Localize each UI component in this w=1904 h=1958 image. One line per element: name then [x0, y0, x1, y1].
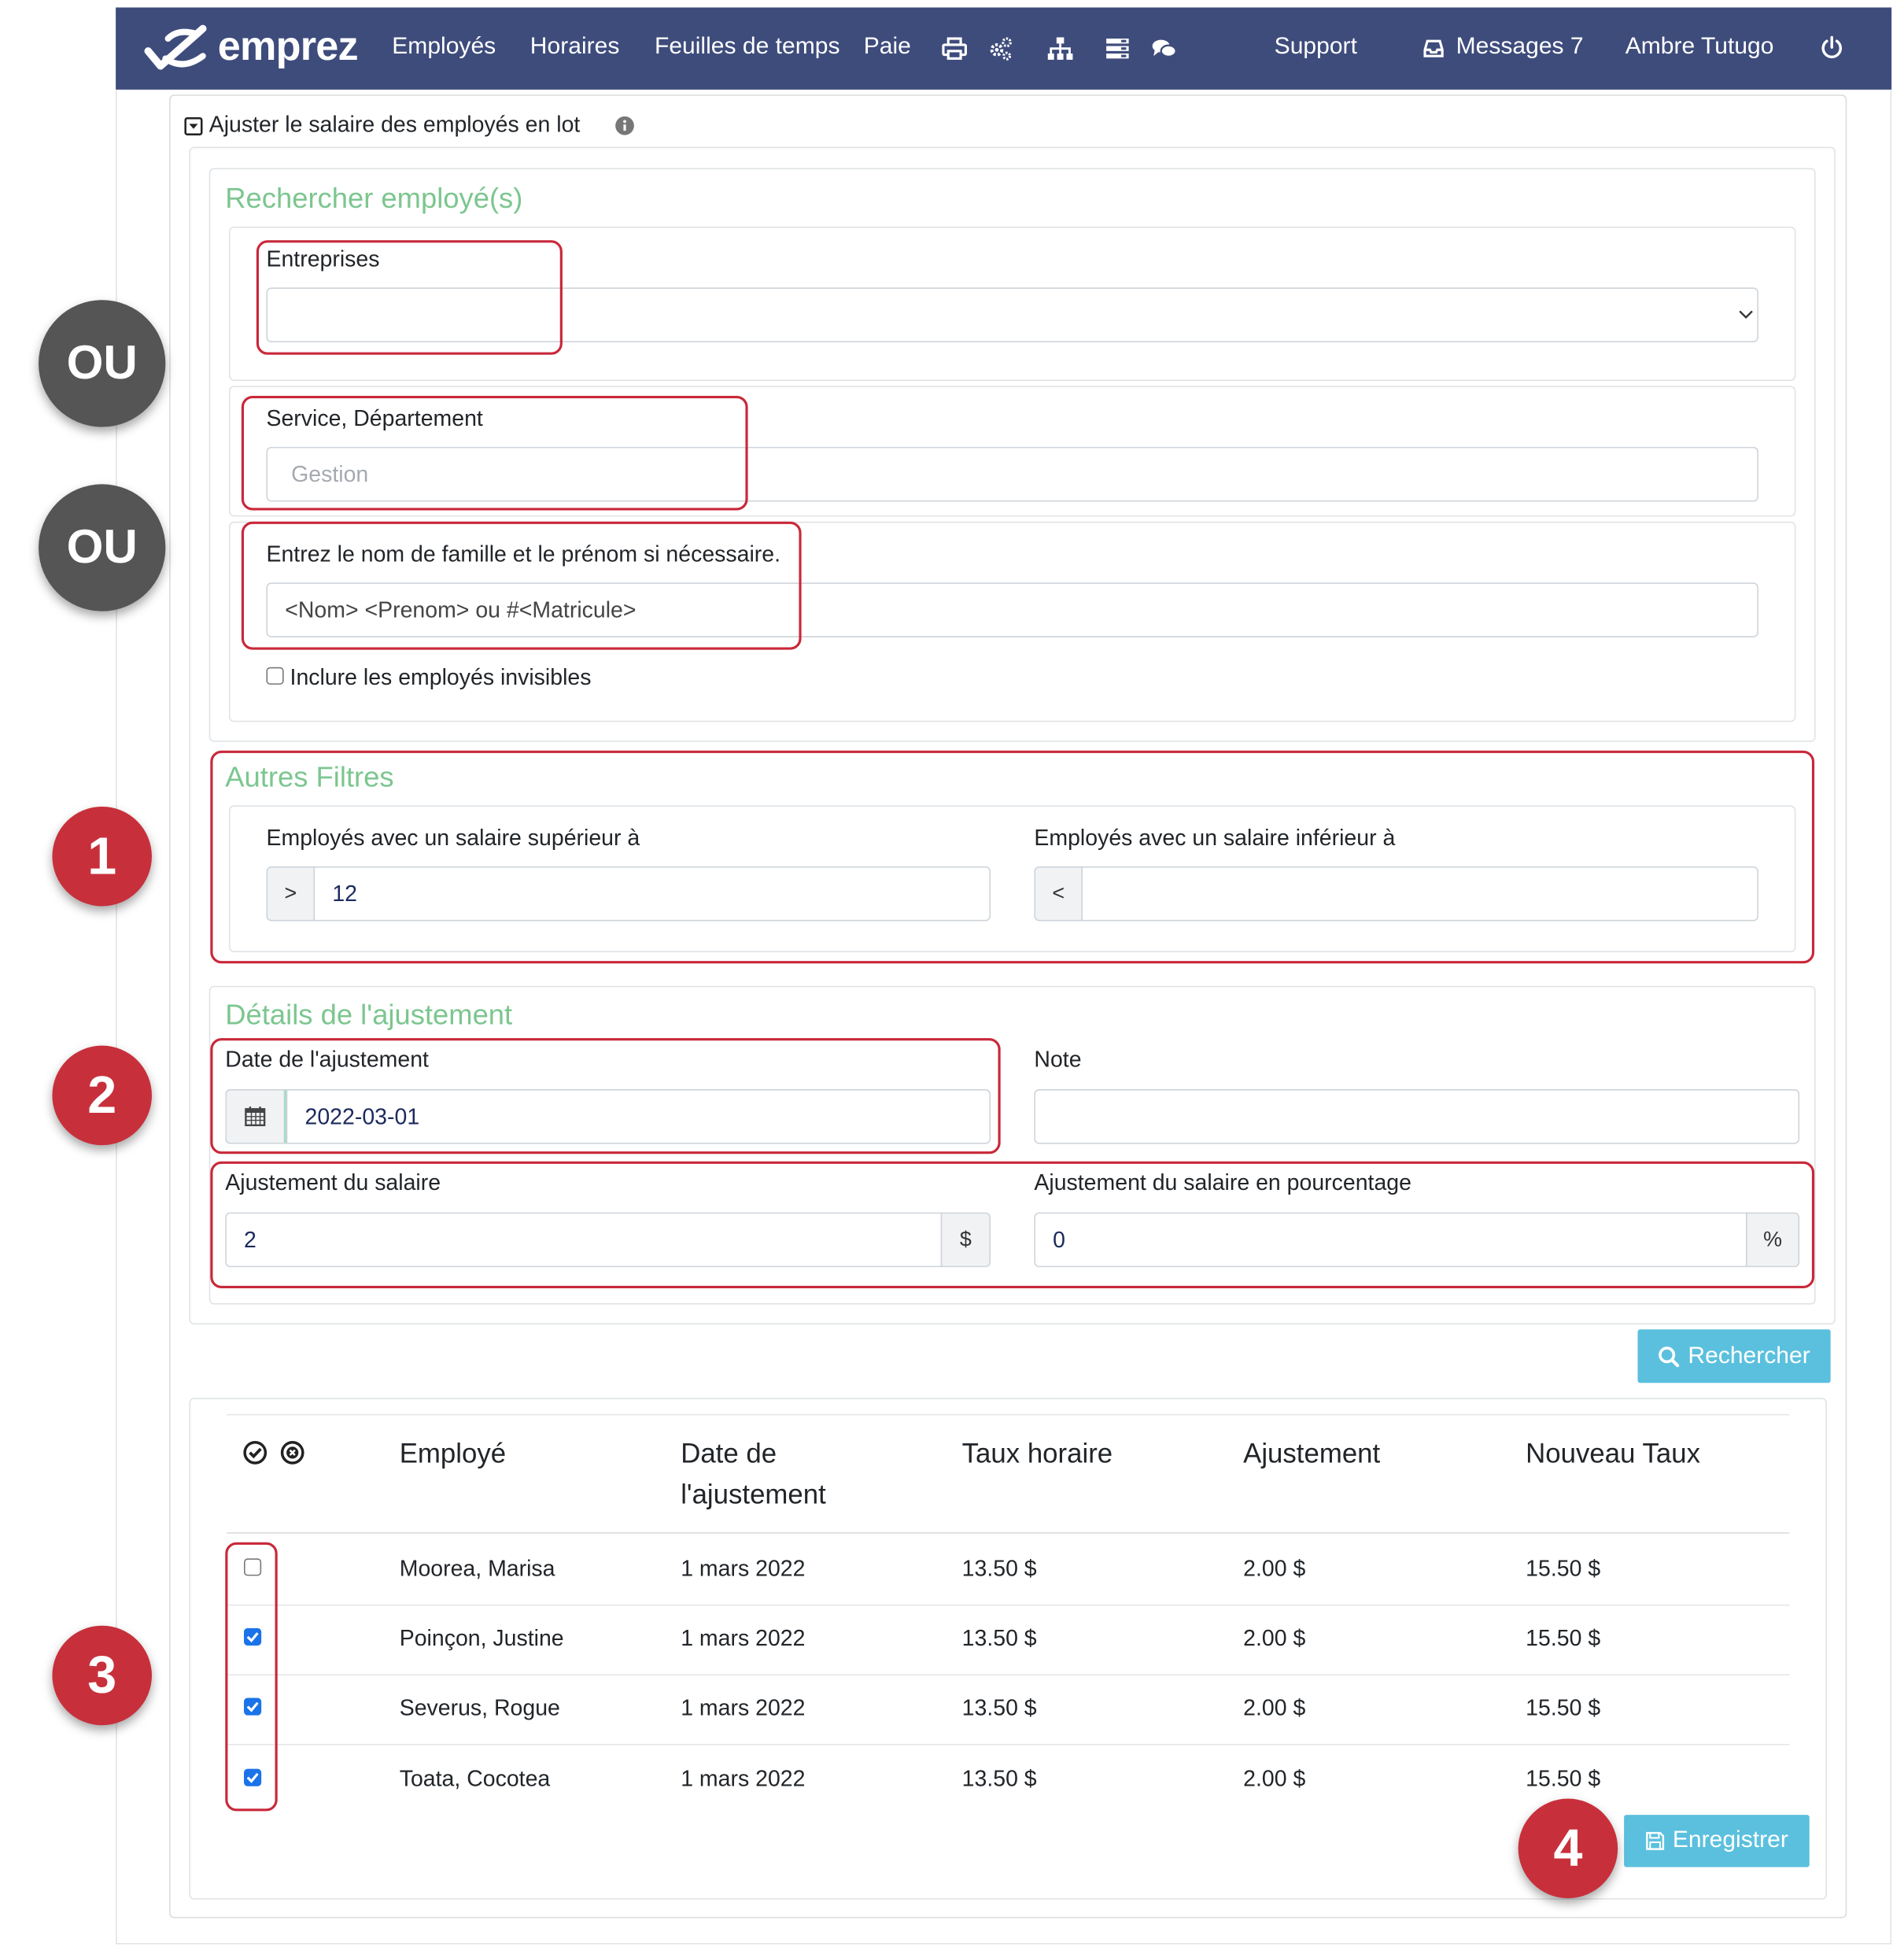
search-icon: [1658, 1345, 1680, 1367]
row-adjustment: 2.00 $: [1243, 1625, 1306, 1651]
highlight-filters: [210, 751, 1814, 963]
salary-percent-label: Ajustement du salaire en pourcentage: [1034, 1169, 1411, 1195]
salary-above-value: 12: [332, 881, 357, 906]
table-top-divider: [227, 1414, 1790, 1416]
header-adjustment: Ajustement: [1243, 1437, 1381, 1469]
search-button[interactable]: [1638, 1329, 1831, 1383]
printer-icon[interactable]: [941, 35, 969, 62]
nav-feuilles-de-temps[interactable]: Feuilles de temps: [654, 33, 840, 60]
highlight-service: [242, 396, 748, 511]
salary-below-addon: <: [1034, 866, 1083, 922]
floppy-disk-icon: [1645, 1831, 1665, 1851]
include-invisible-checkbox[interactable]: [266, 667, 283, 685]
row-new-rate: 15.50 $: [1526, 1556, 1601, 1581]
entreprises-label: Entreprises: [266, 246, 380, 272]
nav-paie[interactable]: Paie: [863, 33, 911, 60]
collapse-toggle-icon[interactable]: [184, 117, 203, 136]
header-hourly-rate: Taux horaire: [961, 1437, 1113, 1469]
callout-ou-2: OU: [39, 484, 165, 611]
filters-section-title: Autres Filtres: [225, 760, 394, 793]
row-rate: 13.50 $: [961, 1695, 1037, 1720]
row-rate: 13.50 $: [961, 1556, 1037, 1581]
highlight-checkboxes: [225, 1542, 277, 1812]
dollar-addon: $: [941, 1213, 991, 1268]
details-section-title: Détails de l'ajustement: [225, 998, 513, 1031]
row-employee: Moorea, Marisa: [399, 1556, 555, 1581]
salary-above-addon: >: [266, 866, 315, 922]
highlight-date: [210, 1038, 1000, 1154]
power-icon[interactable]: [1819, 35, 1844, 60]
row-date: 1 mars 2022: [681, 1695, 806, 1720]
chevron-down-icon[interactable]: [1739, 310, 1754, 320]
row-date: 1 mars 2022: [681, 1766, 806, 1792]
salary-adjustment-label: Ajustement du salaire: [225, 1169, 441, 1195]
highlight-name: [242, 522, 802, 650]
search-section-title: Rechercher employé(s): [225, 181, 523, 215]
row-date: 1 mars 2022: [681, 1556, 806, 1581]
salary-below-label: Employés avec un salaire inférieur à: [1034, 825, 1396, 851]
emprez-logo-icon[interactable]: [141, 21, 211, 76]
table-row: [227, 1605, 1790, 1675]
save-button-label: Enregistrer: [1672, 1827, 1788, 1854]
name-label: Entrez le nom de famille et le prénom si nécessaire.: [266, 541, 781, 567]
panel-title: Ajuster le salaire des employés en lot: [208, 112, 581, 137]
row-date: 1 mars 2022: [681, 1625, 806, 1651]
callout-ou-1: OU: [39, 300, 165, 427]
nav-messages[interactable]: Messages 7: [1456, 33, 1584, 60]
save-button[interactable]: [1624, 1815, 1810, 1867]
sitemap-icon[interactable]: [1046, 35, 1074, 62]
service-input-placeholder: Gestion: [291, 461, 369, 486]
adjustment-date-value: 2022-03-01: [304, 1103, 420, 1129]
service-label: Service, Département: [266, 405, 483, 431]
cogs-icon[interactable]: [987, 35, 1014, 62]
highlight-entreprises: [256, 240, 563, 355]
top-navbar: [116, 7, 1891, 89]
callout-step-4: 4: [1518, 1799, 1618, 1899]
info-icon[interactable]: [614, 116, 634, 135]
brand-name[interactable]: emprez: [217, 22, 358, 68]
salary-adjustment-value: 2: [244, 1226, 256, 1252]
row-adjustment: 2.00 $: [1243, 1695, 1306, 1720]
nav-user-name[interactable]: Ambre Tutugo: [1625, 33, 1774, 60]
row-employee: Poinçon, Justine: [399, 1625, 564, 1651]
row-new-rate: 15.50 $: [1526, 1695, 1601, 1720]
include-invisible-label: Inclure les employés invisibles: [290, 664, 592, 690]
nav-employes[interactable]: Employés: [392, 33, 496, 60]
search-button-label: Rechercher: [1688, 1342, 1810, 1369]
salary-percent-value: 0: [1053, 1226, 1065, 1252]
select-all-icon[interactable]: [242, 1440, 268, 1465]
nav-horaires[interactable]: Horaires: [530, 33, 620, 60]
nav-support[interactable]: Support: [1274, 33, 1357, 60]
header-new-rate: Nouveau Taux: [1526, 1437, 1700, 1469]
callout-step-3: 3: [52, 1626, 152, 1726]
header-employee: Employé: [399, 1437, 507, 1469]
percent-addon: %: [1746, 1213, 1799, 1268]
salary-above-label: Employés avec un salaire supérieur à: [266, 825, 640, 851]
row-new-rate: 15.50 $: [1526, 1766, 1601, 1792]
row-employee: Severus, Rogue: [399, 1695, 560, 1720]
deselect-all-icon[interactable]: [280, 1440, 305, 1465]
header-adjustment-date: Date de l'ajustement: [681, 1437, 826, 1510]
row-new-rate: 15.50 $: [1526, 1625, 1601, 1651]
note-input[interactable]: [1034, 1089, 1799, 1144]
row-rate: 13.50 $: [961, 1625, 1037, 1651]
table-row: [227, 1674, 1790, 1745]
inbox-icon[interactable]: [1422, 37, 1445, 59]
server-icon[interactable]: [1104, 35, 1131, 62]
callout-step-1: 1: [52, 807, 152, 907]
note-label: Note: [1034, 1047, 1082, 1072]
row-adjustment: 2.00 $: [1243, 1766, 1306, 1792]
highlight-adjustment: [210, 1162, 1814, 1288]
callout-step-2: 2: [52, 1046, 152, 1146]
row-rate: 13.50 $: [961, 1766, 1037, 1792]
row-employee: Toata, Cocotea: [399, 1766, 551, 1792]
comments-icon[interactable]: [1149, 35, 1177, 62]
adjustment-date-label: Date de l'ajustement: [225, 1047, 429, 1072]
name-search-placeholder: <Nom> <Prenom> ou #<Matricule>: [285, 597, 637, 622]
row-adjustment: 2.00 $: [1243, 1556, 1306, 1581]
table-row: [227, 1534, 1790, 1605]
